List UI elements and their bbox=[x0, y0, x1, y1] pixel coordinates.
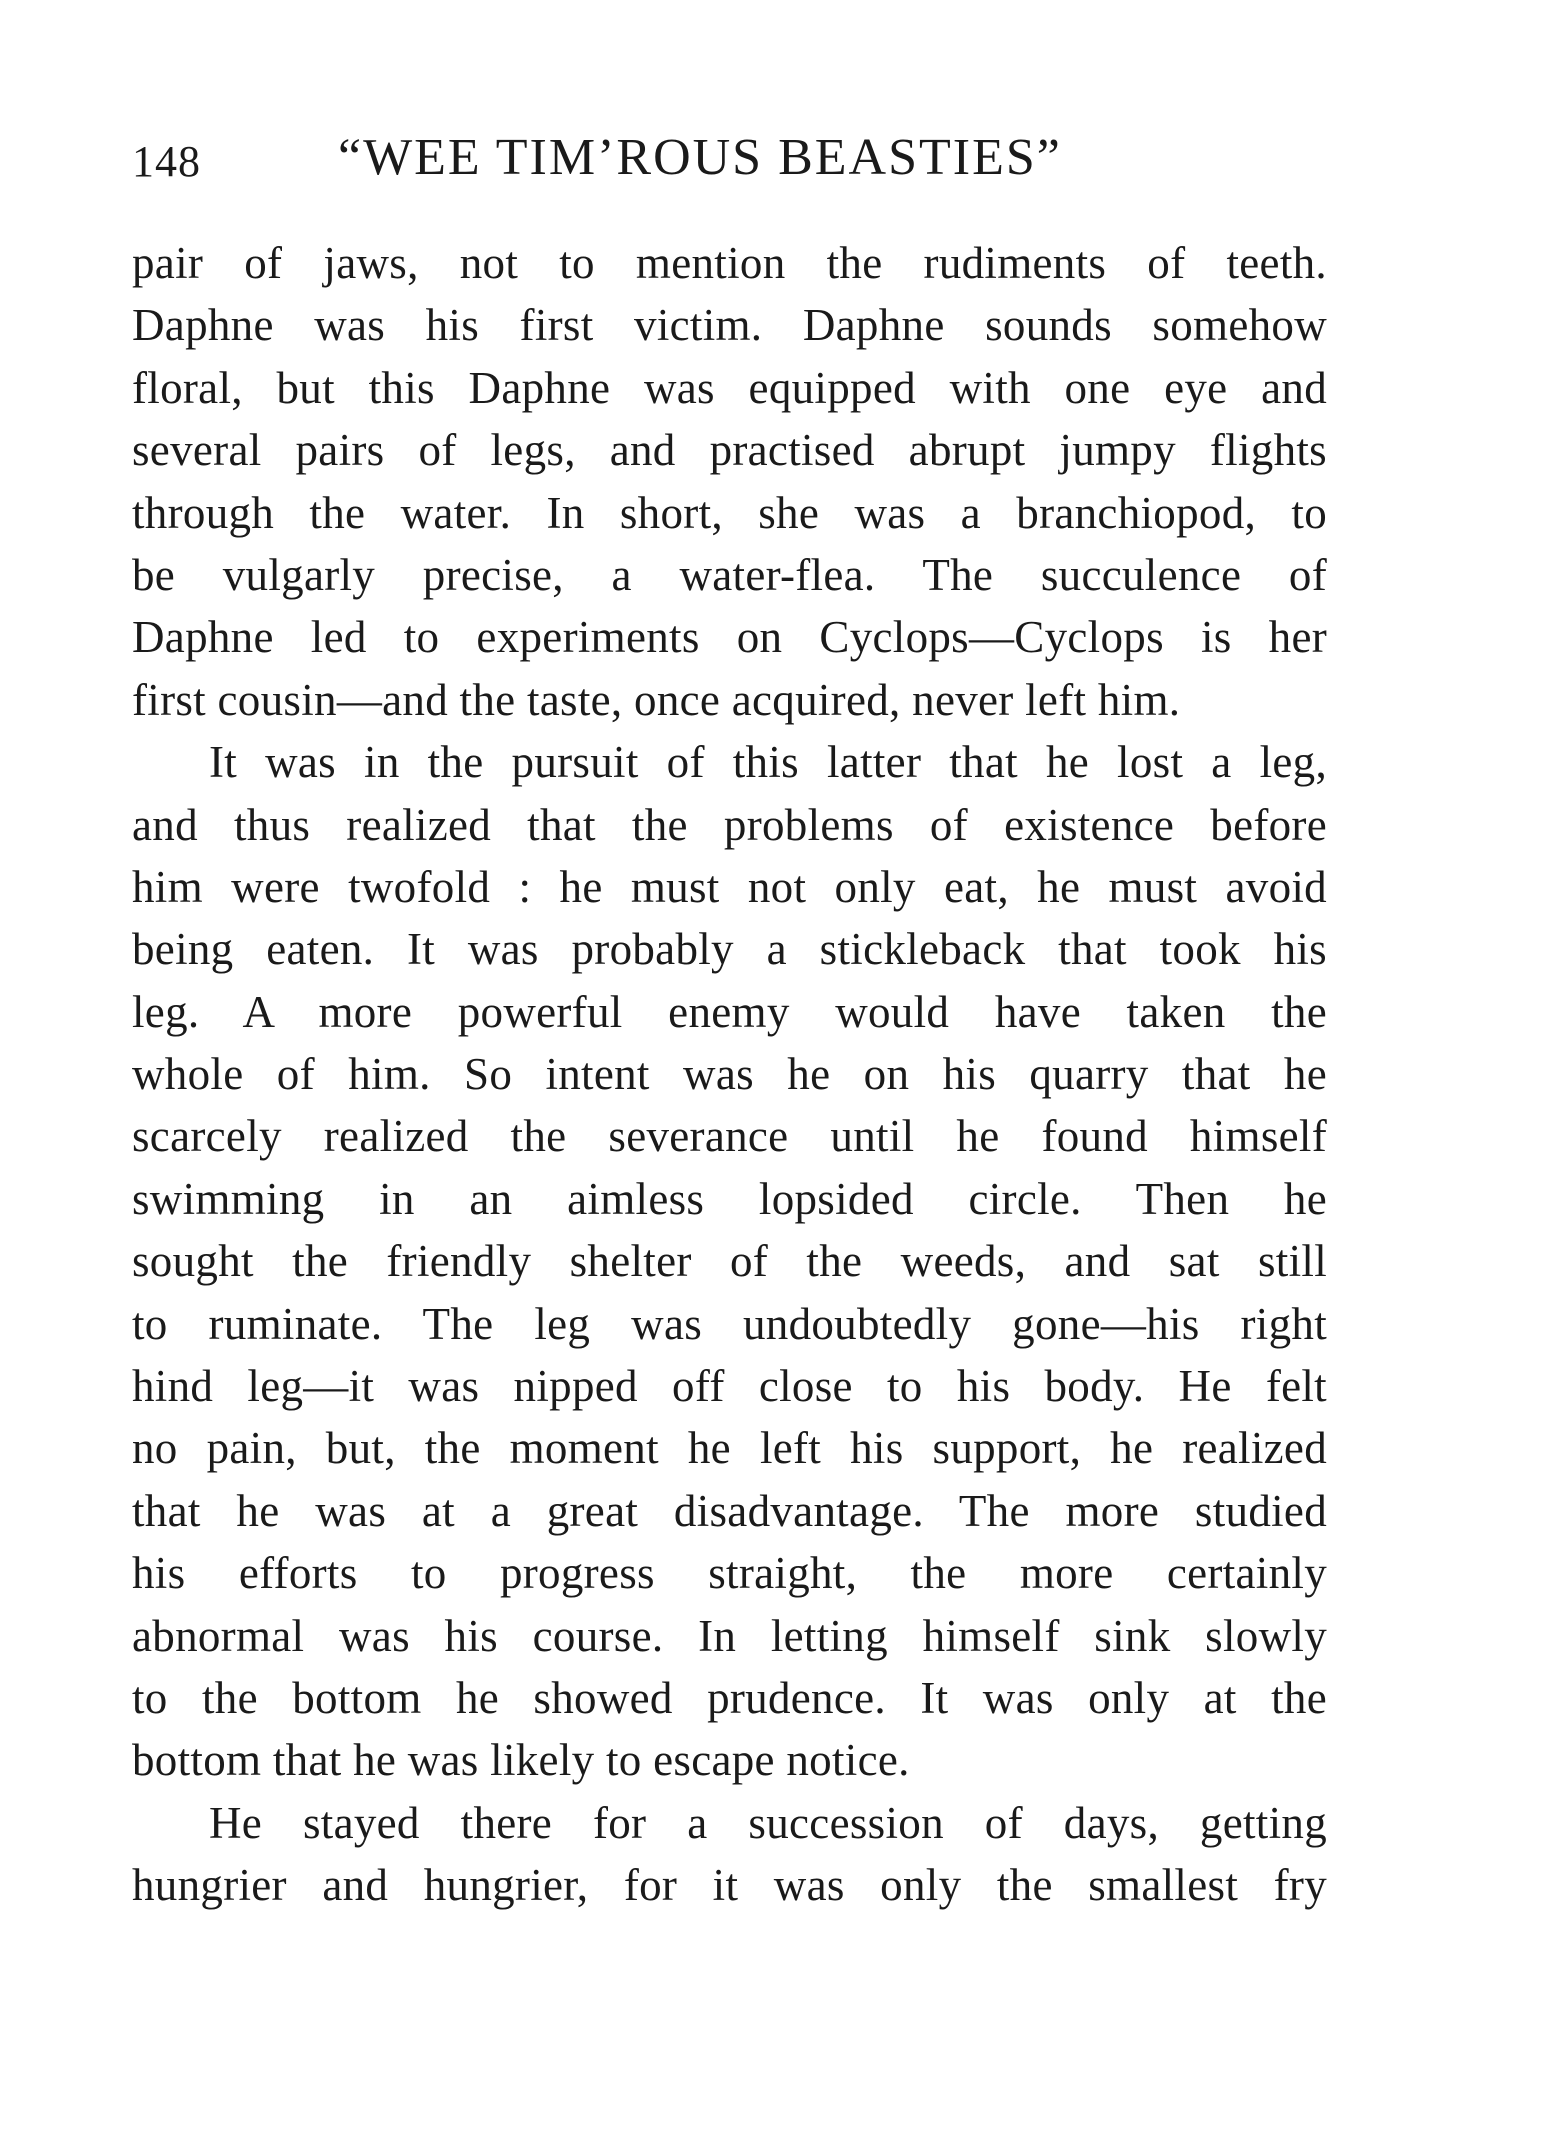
text-line: his efforts to progress straight, the more certainly bbox=[132, 1548, 1327, 1599]
running-title: “WEE TIM’ROUS BEASTIES” bbox=[338, 129, 1062, 186]
text-line: to the bottom he showed prudence. It was only at the bbox=[132, 1672, 1327, 1723]
text-line: Daphne led to experiments on Cyclops—Cyclops is her bbox=[132, 612, 1327, 663]
paragraph-first-line: It was in the pursuit of this latter that he lost a leg, bbox=[209, 737, 1327, 788]
text-line: scarcely realized the severance until he found himself bbox=[132, 1111, 1327, 1162]
text-line: that he was at a great disadvantage. The more studied bbox=[132, 1485, 1327, 1536]
text-line: several pairs of legs, and practised abrupt jumpy flights bbox=[132, 425, 1327, 476]
text-line: no pain, but, the moment he left his support, he realized bbox=[132, 1423, 1327, 1474]
text-line: pair of jaws, not to mention the rudiments of teeth. bbox=[132, 238, 1327, 288]
body-text bbox=[132, 232, 1332, 1917]
text-line: hind leg—it was nipped off close to his body. He felt bbox=[132, 1361, 1327, 1412]
text-line: hungrier and hungrier, for it was only the smallest fry bbox=[132, 1860, 1327, 1911]
text-line: him were twofold : he must not only eat, he must avoid bbox=[132, 861, 1327, 912]
text-line: leg. A more powerful enemy would have taken the bbox=[132, 986, 1327, 1037]
text-line: through the water. In short, she was a branchiopod, to bbox=[132, 487, 1327, 538]
text-line: whole of him. So intent was he on his quarry that he bbox=[132, 1049, 1327, 1100]
text-line: swimming in an aimless lopsided circle. Then he bbox=[132, 1173, 1327, 1224]
text-line: sought the friendly shelter of the weeds, and sat still bbox=[132, 1236, 1327, 1287]
text-line: floral, but this Daphne was equipped with one eye and bbox=[132, 362, 1327, 413]
text-line: be vulgarly precise, a water-flea. The succulence of bbox=[132, 549, 1327, 600]
text-line: first cousin—and the taste, once acquired, never left him. bbox=[132, 674, 1181, 725]
text-line: to ruminate. The leg was undoubtedly gone—his right bbox=[132, 1298, 1327, 1349]
paragraph-first-line: He stayed there for a succession of days, getting bbox=[209, 1797, 1327, 1848]
text-line: being eaten. It was probably a stickleback that took his bbox=[132, 924, 1327, 975]
running-head bbox=[132, 128, 1312, 208]
text-line: Daphne was his first victim. Daphne sounds somehow bbox=[132, 300, 1327, 351]
page-number: 148 bbox=[132, 137, 201, 186]
text-line: abnormal was his course. In letting himself sink slowly bbox=[132, 1610, 1327, 1661]
text-line: and thus realized that the problems of existence before bbox=[132, 799, 1327, 850]
text-line: bottom that he was likely to escape notice. bbox=[132, 1735, 910, 1786]
